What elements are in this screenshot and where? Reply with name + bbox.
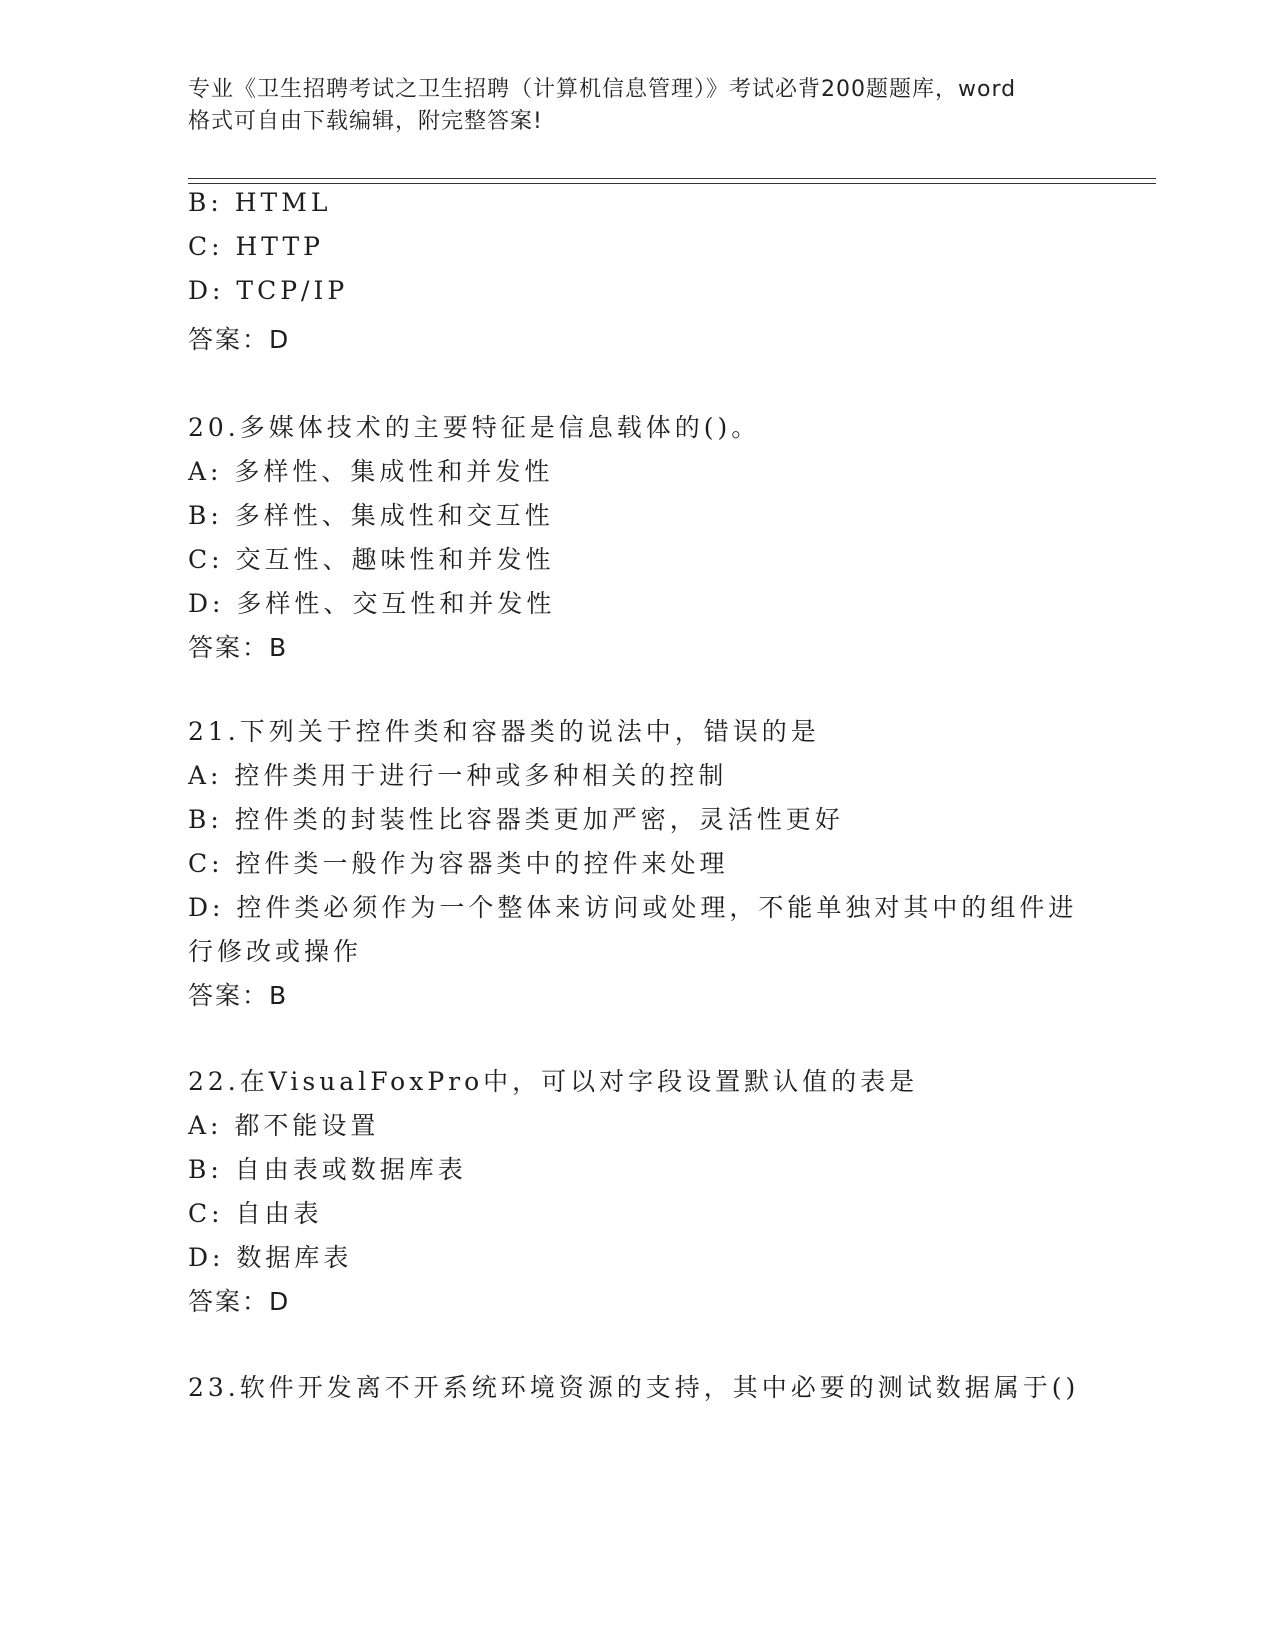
q22-option-a: A: 都不能设置 [188,1111,380,1140]
q21-question: 21.下列关于控件类和容器类的说法中，错误的是 [188,717,820,746]
q19-option-b: B: HTML [188,188,332,217]
q22-question: 22.在VisualFoxPro中，可以对字段设置默认值的表是 [188,1067,919,1096]
q21-option-d-line1: D: 控件类必须作为一个整体来访问或处理，不能单独对其中的组件进 [188,893,1078,922]
q22-option-d: D: 数据库表 [188,1243,353,1272]
q22-option-b: B: 自由表或数据库表 [188,1155,467,1184]
q21-option-d-line2: 行修改或操作 [188,937,363,966]
q20-answer: 答案：B [188,633,289,662]
document-header [188,74,1108,138]
q19-option-d: D: TCP/IP [188,276,349,305]
q21-option-b: B: 控件类的封装性比容器类更加严密，灵活性更好 [188,805,844,834]
q19-option-c: C: HTTP [188,232,324,261]
q19-answer: 答案：D [188,325,291,354]
q20-option-a: A: 多样性、集成性和并发性 [188,457,554,486]
q22-option-c: C: 自由表 [188,1199,323,1228]
q22-answer: 答案：D [188,1287,291,1316]
q21-option-a: A: 控件类用于进行一种或多种相关的控制 [188,761,728,790]
q21-option-c: C: 控件类一般作为容器类中的控件来处理 [188,849,729,878]
header-line-2: 格式可自由下载编辑，附完整答案! [188,109,543,134]
q23-question: 23.软件开发离不开系统环境资源的支持，其中必要的测试数据属于() [188,1373,1080,1402]
q21-answer: 答案：B [188,981,289,1010]
header-line-1: 专业《卫生招聘考试之卫生招聘（计算机信息管理）》考试必背200题题库，word [188,77,1017,102]
q20-question: 20.多媒体技术的主要特征是信息载体的()。 [188,413,761,442]
header-divider-bottom [188,183,1156,184]
header-divider-top [188,178,1156,179]
q20-option-c: C: 交互性、趣味性和并发性 [188,545,555,574]
q20-option-b: B: 多样性、集成性和交互性 [188,501,554,530]
q20-option-d: D: 多样性、交互性和并发性 [188,589,556,618]
